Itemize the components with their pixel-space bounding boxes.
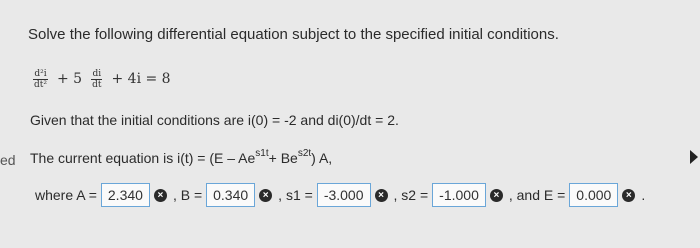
E-label: , and E = [508, 187, 566, 203]
incorrect-icon: × [375, 189, 388, 202]
answer-B-input[interactable]: 0.340 [206, 183, 255, 207]
answer-s2-input[interactable]: -1.000 [432, 183, 486, 207]
initial-conditions-text: Given that the initial conditions are i(0) = -2 and di(0)/dt = 2. [30, 112, 399, 128]
s2-label: , s2 = [393, 187, 429, 203]
incorrect-icon: × [490, 189, 503, 202]
B-label: , B = [172, 187, 203, 203]
end-period: . [641, 187, 646, 203]
equation-rest: + 4i = 8 [111, 71, 171, 87]
second-derivative-fraction: $\frac{\text{d²i}}{\text{dt²}}$ [34, 68, 47, 90]
answer-A-input[interactable]: 2.340 [101, 183, 150, 207]
answer-E-input[interactable]: 0.000 [569, 183, 618, 207]
answer-row [35, 183, 645, 207]
answer-s1-input[interactable]: -3.000 [317, 183, 371, 207]
incorrect-icon: × [154, 189, 167, 202]
s1-label: , s1 = [278, 187, 313, 203]
differential-equation [30, 62, 177, 96]
incorrect-icon: × [622, 189, 635, 202]
first-derivative-fraction: $\frac{di}{dt}$ [92, 68, 102, 90]
incorrect-icon: × [259, 189, 272, 202]
next-arrow-icon[interactable] [690, 150, 698, 164]
exponent-s2t: s2t [297, 148, 312, 159]
equation-plus-five: + 5 [57, 71, 83, 87]
exponent-s1t: s1t [255, 148, 269, 159]
question-title: Solve the following differential equation subject to the specified initial conditions. [28, 26, 559, 43]
current-equation: The current equation is i(t) = (E – Ae s1t + Be s2t ) A, [30, 148, 333, 166]
where-label: where A = [35, 187, 97, 203]
cutoff-left-text: ed [0, 152, 16, 168]
